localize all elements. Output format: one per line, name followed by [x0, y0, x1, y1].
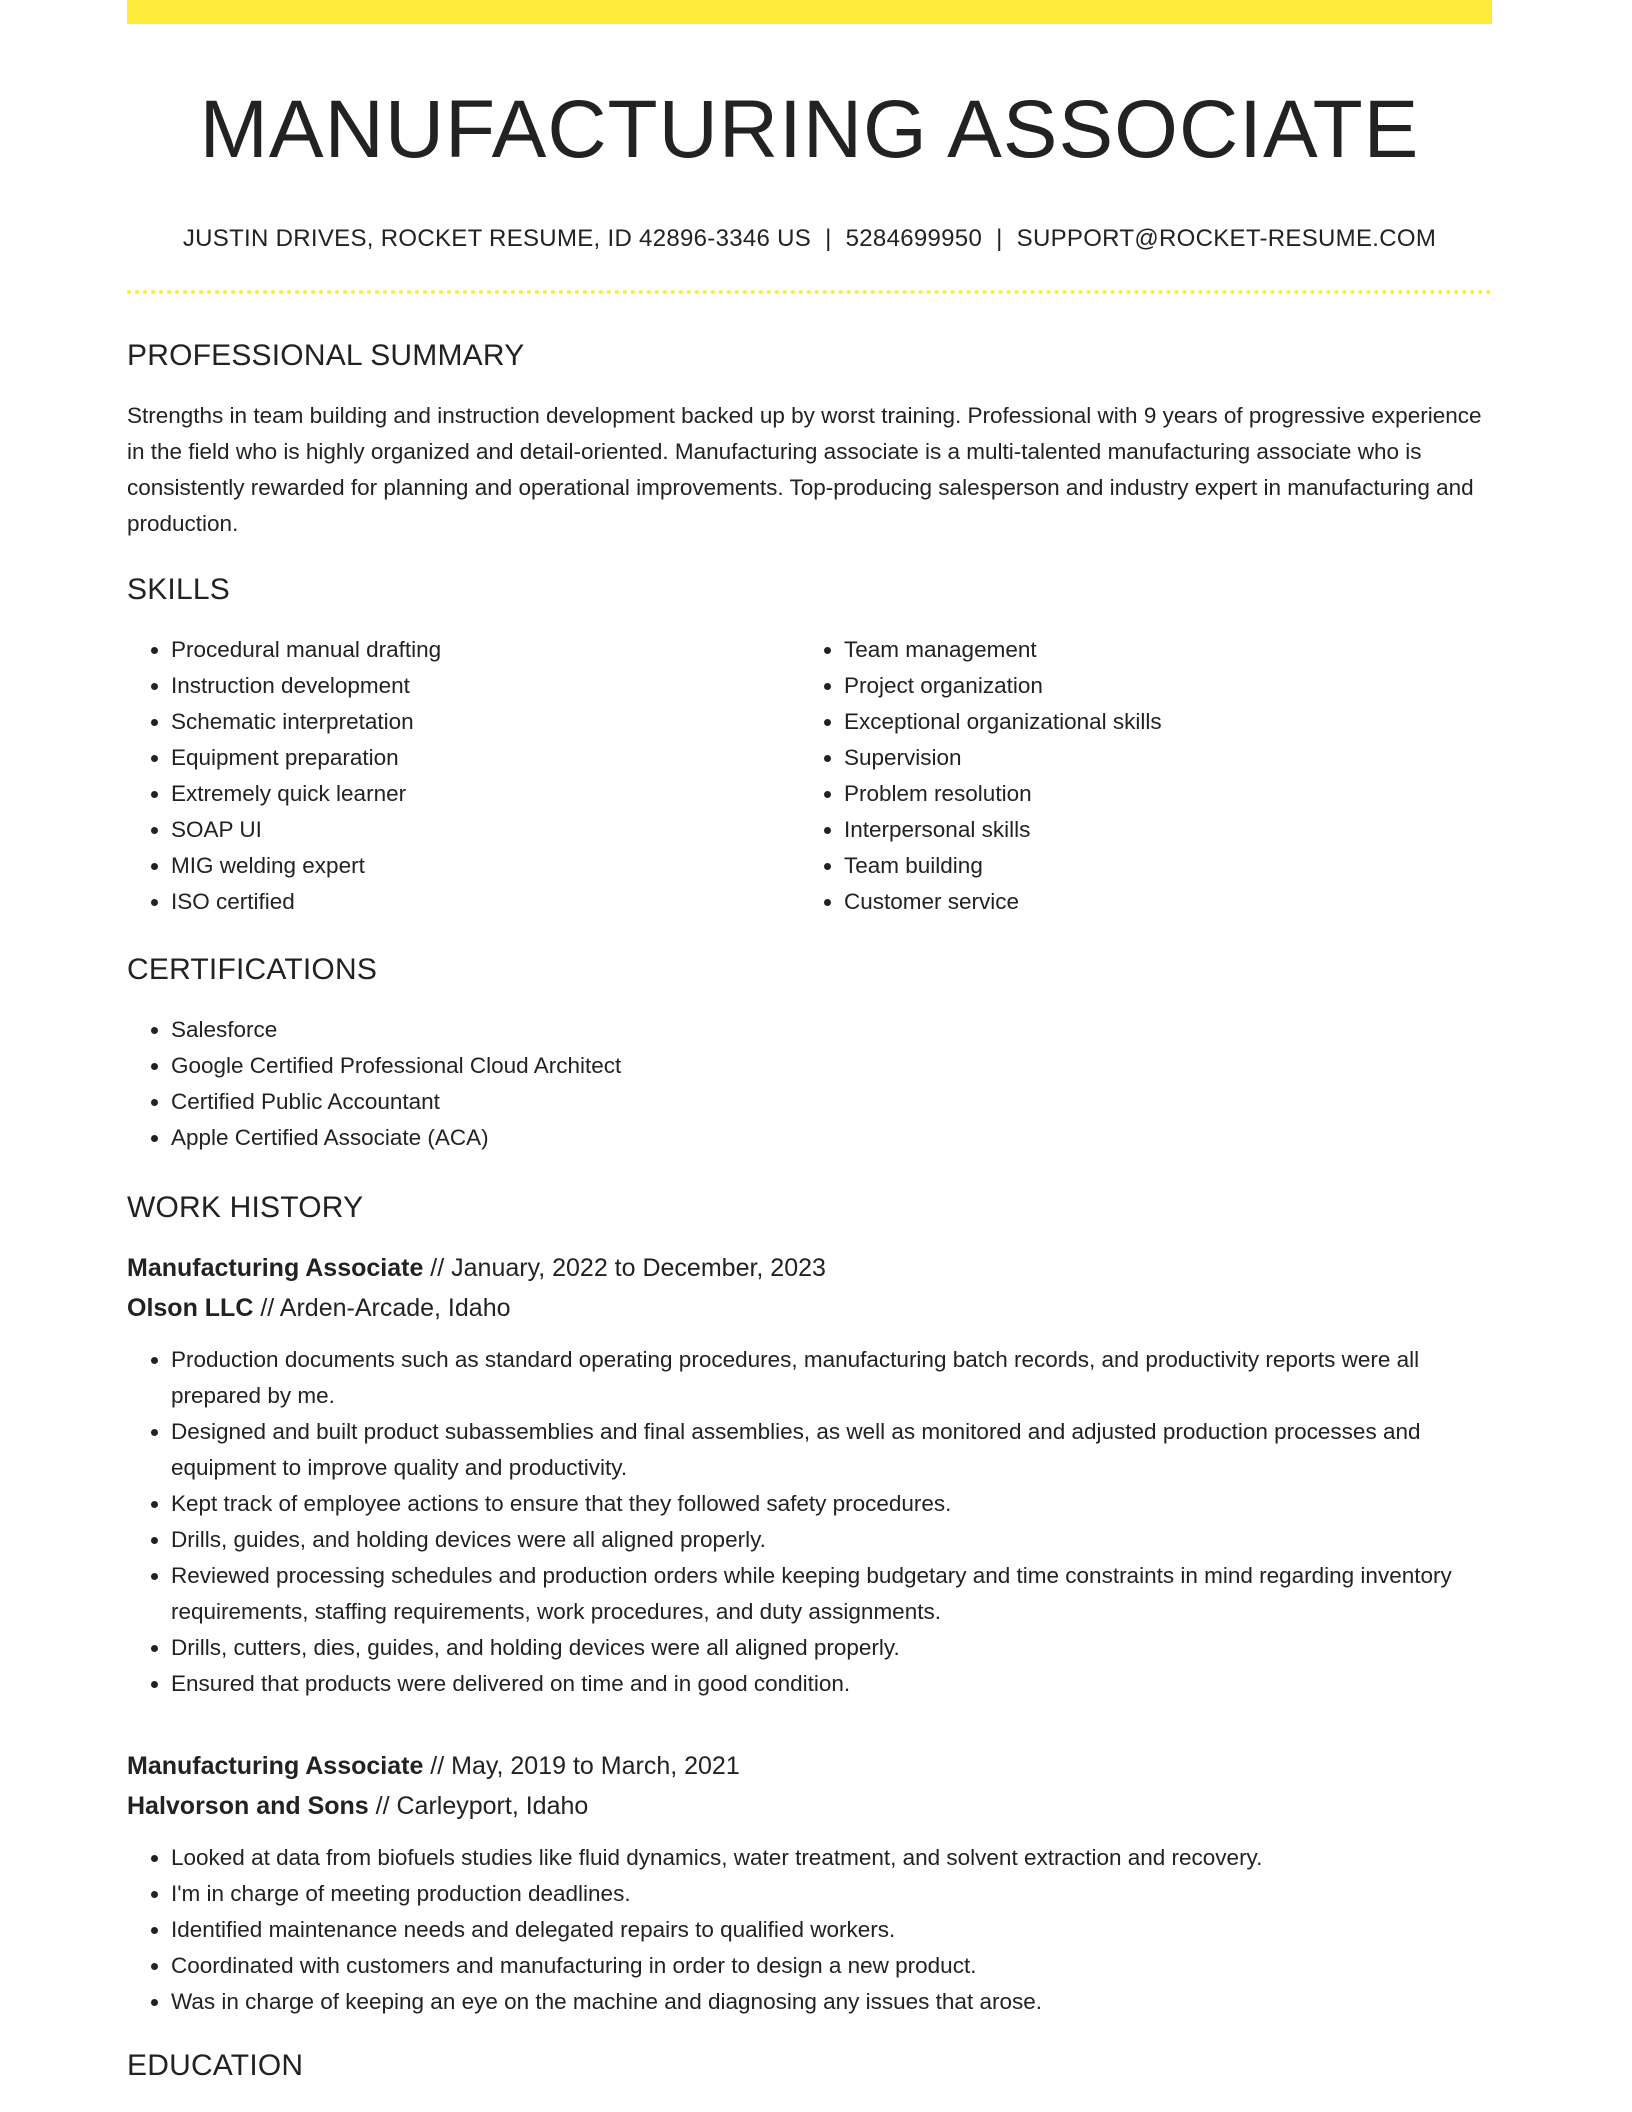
- skill-item: • Instruction development: [171, 668, 800, 704]
- education-heading: EDUCATION: [127, 2049, 304, 2083]
- resume-page: [127, 0, 1492, 2084]
- skill-item: • Procedural manual drafting: [171, 632, 800, 668]
- job-title: Manufacturing Associate: [127, 1752, 424, 1781]
- header-divider: [127, 290, 1492, 294]
- job-bullet: • Looked at data from biofuels studies like fluid dynamics, water treatment, and solvent extraction and recovery.: [171, 1840, 1492, 1876]
- accent-bar: [127, 0, 1492, 24]
- skill-item: • Interpersonal skills: [844, 812, 1473, 848]
- job-bullets: [127, 1342, 1492, 1702]
- job-company: Olson LLC: [127, 1294, 254, 1323]
- skills-column-right: [800, 632, 1473, 920]
- job-bullet: • Designed and built product subassemblies and final assemblies, as well as monitored and adjusted production processes and equipment to improve quality and productivity.: [171, 1414, 1492, 1486]
- job-location: // Arden-Arcade, Idaho: [253, 1294, 511, 1323]
- skill-item: • Customer service: [844, 884, 1473, 920]
- job-company-line: [127, 1288, 1492, 1328]
- skill-item: • Team building: [844, 848, 1473, 884]
- skill-item: • Exceptional organizational skills: [844, 704, 1473, 740]
- certification-item: • Salesforce: [171, 1012, 1492, 1048]
- skills-list: [127, 632, 1492, 920]
- contact-separator: |: [996, 225, 1003, 253]
- certification-item: • Google Certified Professional Cloud Architect: [171, 1048, 1492, 1084]
- skill-item: • Team management: [844, 632, 1473, 668]
- job-bullet: • Production documents such as standard operating procedures, manufacturing batch records, and productivity reports were all prepared by me.: [171, 1342, 1492, 1414]
- skill-item: • SOAP UI: [171, 812, 800, 848]
- contact-line: [127, 225, 1492, 254]
- certification-item: • Certified Public Accountant: [171, 1084, 1492, 1120]
- job-bullet: • Reviewed processing schedules and production orders while keeping budgetary and time constraints in mind regarding inventory requirements, staffing requirements, work procedures, and duty assignments.: [171, 1558, 1492, 1630]
- skills-column-left: [127, 632, 800, 920]
- skill-item: • Project organization: [844, 668, 1473, 704]
- job-company: Halvorson and Sons: [127, 1792, 369, 1821]
- job-bullet: • I'm in charge of meeting production deadlines.: [171, 1876, 1492, 1912]
- job-title: Manufacturing Associate: [127, 1254, 424, 1283]
- job-title-line: [127, 1248, 1492, 1288]
- certifications-heading: CERTIFICATIONS: [127, 953, 378, 987]
- job-bullet: • Was in charge of keeping an eye on the machine and diagnosing any issues that arose.: [171, 1984, 1492, 2020]
- skill-item: • Schematic interpretation: [171, 704, 800, 740]
- job-dates: // May, 2019 to March, 2021: [423, 1752, 740, 1781]
- skill-item: • Extremely quick learner: [171, 776, 800, 812]
- job-bullet: • Drills, cutters, dies, guides, and holding devices were all aligned properly.: [171, 1630, 1492, 1666]
- skill-item: • ISO certified: [171, 884, 800, 920]
- summary-text: Strengths in team building and instruction development backed up by worst training. Professional with 9 years of progressive experience in the field who is highly organized and detail-oriented. Manufacturing associate is a multi-talented manufacturing associate who is consistently rewarded for planning and operational improvements. Top-producing salesperson and industry expert in manufacturing and production.: [127, 403, 1482, 537]
- certifications-list: [127, 1012, 1492, 1156]
- job-bullet: • Coordinated with customers and manufacturing in order to design a new product.: [171, 1948, 1492, 1984]
- job-entry: [127, 1746, 1492, 2020]
- job-bullets: [127, 1840, 1492, 2020]
- skills-heading: SKILLS: [127, 573, 230, 607]
- certification-item: • Apple Certified Associate (ACA): [171, 1120, 1492, 1156]
- resume-title: MANUFACTURING ASSOCIATE: [199, 84, 1420, 175]
- job-entry: [127, 1248, 1492, 1702]
- work-history-heading: WORK HISTORY: [127, 1191, 364, 1225]
- skill-item: • Problem resolution: [844, 776, 1473, 812]
- contact-address: JUSTIN DRIVES, ROCKET RESUME, ID 42896-3346 US: [182, 225, 812, 253]
- job-bullet: • Kept track of employee actions to ensure that they followed safety procedures.: [171, 1486, 1492, 1522]
- job-dates: // January, 2022 to December, 2023: [423, 1254, 826, 1283]
- job-bullet: • Ensured that products were delivered on time and in good condition.: [171, 1666, 1492, 1702]
- contact-phone: 5284699950: [845, 225, 983, 253]
- skill-item: • Supervision: [844, 740, 1473, 776]
- job-title-line: [127, 1746, 1492, 1786]
- job-company-line: [127, 1786, 1492, 1826]
- job-location: // Carleyport, Idaho: [368, 1792, 589, 1821]
- contact-email: SUPPORT@ROCKET-RESUME.COM: [1016, 225, 1437, 253]
- job-bullet: • Identified maintenance needs and delegated repairs to qualified workers.: [171, 1912, 1492, 1948]
- summary-heading: PROFESSIONAL SUMMARY: [127, 339, 525, 373]
- job-bullet: • Drills, guides, and holding devices were all aligned properly.: [171, 1522, 1492, 1558]
- skill-item: • MIG welding expert: [171, 848, 800, 884]
- skill-item: • Equipment preparation: [171, 740, 800, 776]
- contact-separator: |: [825, 225, 832, 253]
